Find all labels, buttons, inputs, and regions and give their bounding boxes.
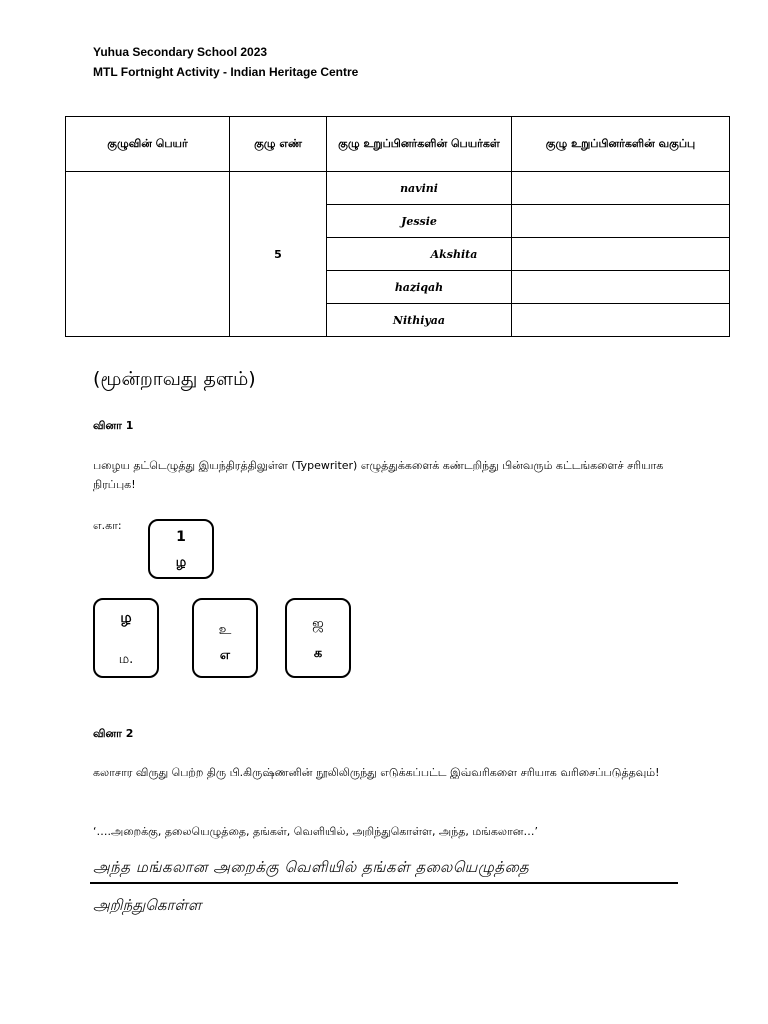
key-3-top: ஜ xyxy=(312,616,324,632)
group-table xyxy=(65,116,730,337)
example-key-top: 1 xyxy=(176,529,186,545)
group-number-cell[interactable]: 5 xyxy=(230,172,327,337)
example-key-bottom: ழ xyxy=(175,555,187,570)
member-class-cell[interactable] xyxy=(512,238,730,271)
table-header-row xyxy=(66,117,730,172)
header-member-class: குழு உறுப்பினர்களின் வகுப்பு xyxy=(512,117,730,172)
key-3-bottom: க xyxy=(313,646,323,661)
member-class-cell[interactable] xyxy=(512,271,730,304)
answer-underline xyxy=(90,882,678,884)
table-row xyxy=(66,172,730,205)
key-1-bottom: ம. xyxy=(118,652,134,667)
question-1-text: பழைய தட்டெழுத்து இயந்திரத்திலுள்ள (Typewriter) எழுத்துக்களைக் கண்டறிந்து பின்வரும் கட்டங்களைச் சரியாக நிரப்புக! xyxy=(93,459,664,491)
question-2-words: ‘….அறைக்கு, தலையெழுத்தை, தங்கள், வெளியில், அறிந்துகொள்ள, அந்த, மங்கலான…’ xyxy=(93,825,538,838)
member-name-cell[interactable]: navini xyxy=(327,172,512,205)
school-name: Yuhua Secondary School 2023 xyxy=(93,45,268,59)
key-1-top: ழ xyxy=(120,610,132,626)
typewriter-key-1[interactable] xyxy=(93,598,159,678)
header-member-names: குழு உறுப்பினர்களின் பெயர்கள் xyxy=(327,117,512,172)
header-group-name: குழுவின் பெயர் xyxy=(66,117,230,172)
member-name-cell[interactable]: Nithiyaa xyxy=(327,304,512,337)
member-class-cell[interactable] xyxy=(512,172,730,205)
key-2-top: உ xyxy=(218,622,232,638)
typewriter-key-2[interactable] xyxy=(192,598,258,678)
member-name-cell[interactable]: haziqah xyxy=(327,271,512,304)
member-class-cell[interactable] xyxy=(512,304,730,337)
key-2-bottom: எ xyxy=(219,648,231,663)
activity-title: MTL Fortnight Activity - Indian Heritage Centre xyxy=(93,65,359,79)
section-title: (மூன்றாவது தளம்) xyxy=(93,368,256,390)
document-header xyxy=(93,42,358,82)
member-name-cell[interactable]: Jessie xyxy=(327,205,512,238)
answer-line-2[interactable]: அறிந்துகொள்ள xyxy=(93,896,202,914)
example-label: எ.கா: xyxy=(93,519,122,532)
header-group-number: குழு எண் xyxy=(230,117,327,172)
question-2-text: கலாசார விருது பெற்ற திரு பி.கிருஷ்ணனின் நூலிலிருந்து எடுக்கப்பட்ட இவ்வரிகளை சரியாக வரிசைப்படுத்தவும்! xyxy=(93,766,660,779)
example-key xyxy=(148,519,214,579)
answer-line-1[interactable]: அந்த மங்கலான அறைக்கு வெளியில் தங்கள் தலையெழுத்தை xyxy=(93,858,530,876)
question-2-label: வினா 2 xyxy=(93,727,134,740)
question-1-label: வினா 1 xyxy=(93,419,134,432)
typewriter-key-3[interactable] xyxy=(285,598,351,678)
member-class-cell[interactable] xyxy=(512,205,730,238)
member-name-cell[interactable]: Akshita xyxy=(327,238,512,271)
group-name-cell[interactable] xyxy=(66,172,230,337)
